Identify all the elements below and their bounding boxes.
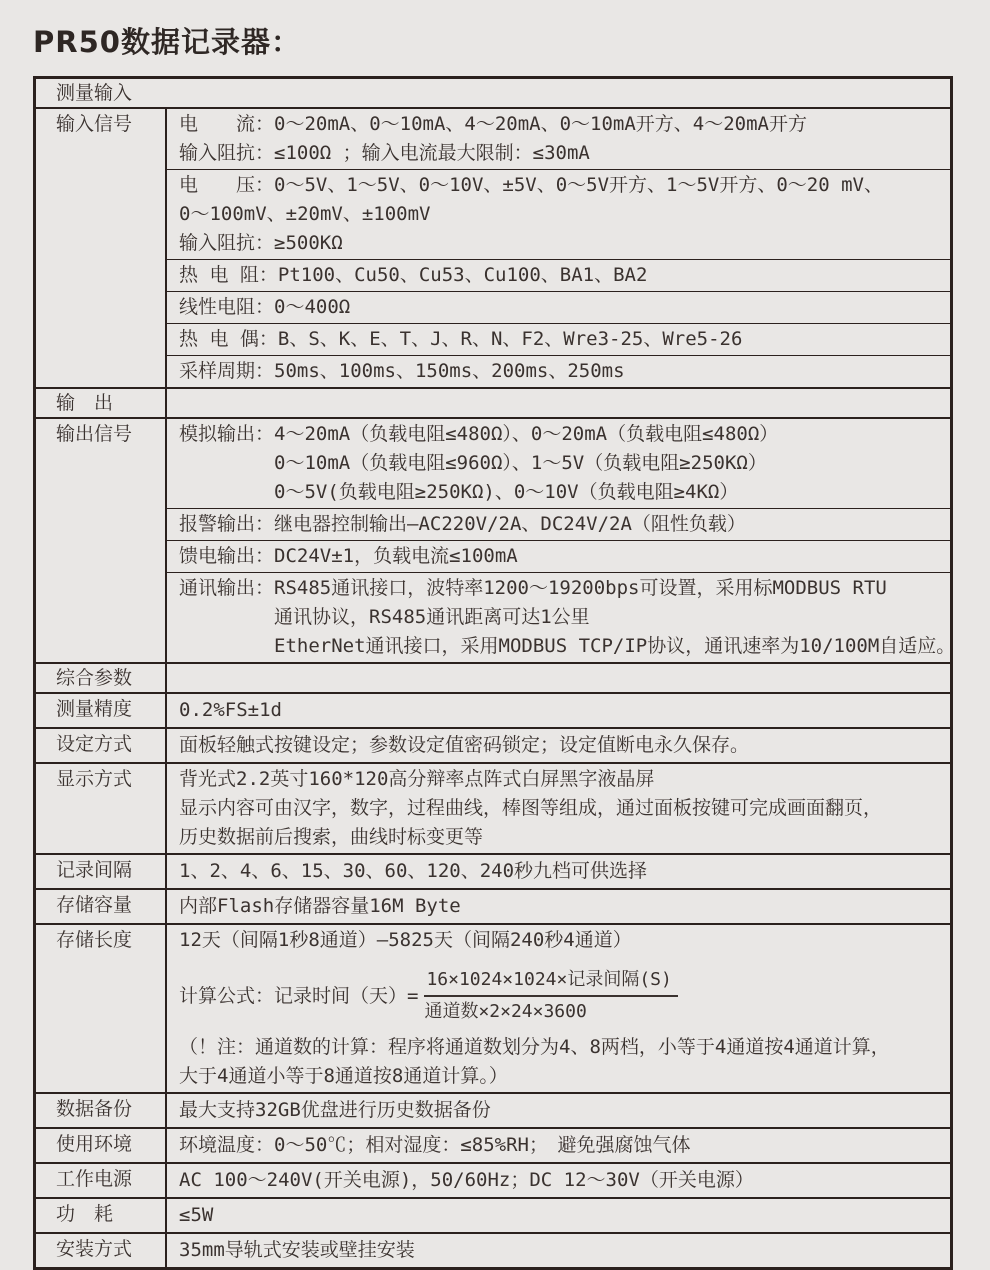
display-content — [167, 764, 950, 853]
spec-alarm-output — [167, 509, 950, 541]
installation-content — [167, 1234, 950, 1267]
input-signal-content — [167, 109, 950, 387]
power-supply-content — [167, 1164, 950, 1197]
spec-line: 0.2%FS±1d — [179, 699, 282, 721]
environment-content — [167, 1129, 950, 1162]
storage-capacity-content — [167, 890, 950, 923]
spec-line: 0～100mV、±20mV、±100mV — [179, 203, 431, 225]
row-output-signal — [36, 419, 956, 664]
row-label-display: 显示方式 — [36, 764, 167, 853]
spec-note-line: （！注：通道数的计算：程序将通道数划分为4、8两档，小等于4通道按4通道计算， — [179, 1036, 890, 1058]
storage-length-content — [167, 925, 950, 1092]
row-installation — [36, 1234, 950, 1267]
spec-line: 背光式2.2英寸160*120高分辩率点阵式白屏黑字液晶屏 — [179, 768, 655, 790]
spec-line: 模拟输出：4～20mA（负载电阻≤480Ω）、0～20mA（负载电阻≤480Ω） — [179, 423, 779, 445]
row-data-backup — [36, 1094, 950, 1129]
formula-numerator: 16×1024×1024×记录间隔(S) — [424, 968, 677, 997]
row-power-supply — [36, 1164, 950, 1199]
row-label-input-signal: 输入信号 — [36, 109, 167, 387]
spec-line: 12天（间隔1秒8通道）—5825天（间隔240秒4通道） — [179, 929, 632, 951]
row-label-power-consumption: 功 耗 — [36, 1199, 167, 1232]
spec-line: 0～10mA（负载电阻≤960Ω）、1～5V（负载电阻≥250KΩ） — [274, 452, 767, 474]
empty-cell — [167, 664, 950, 692]
spec-line: 采样周期：50ms、100ms、150ms、200ms、250ms — [179, 360, 625, 382]
spec-line: 35mm导轨式安装或壁挂安装 — [179, 1239, 415, 1261]
spec-line: 报警输出：继电器控制输出—AC220V/2A、DC24V/2A（阻性负载） — [179, 513, 746, 535]
spec-line: 通讯输出：RS485通讯接口，波特率1200～19200bps可设置，采用标MODBUS RTU — [179, 577, 887, 599]
row-label-storage-capacity: 存储容量 — [36, 890, 167, 923]
row-label-data-backup: 数据备份 — [36, 1094, 167, 1127]
spec-line: 1、2、4、6、15、30、60、120、240秒九档可供选择 — [179, 860, 648, 882]
spec-table — [33, 76, 956, 1270]
row-record-interval — [36, 855, 950, 890]
spec-analog-output — [167, 419, 950, 509]
spec-line: 内部Flash存储器容量16M Byte — [179, 895, 461, 917]
row-label-accuracy: 测量精度 — [36, 694, 167, 727]
row-environment — [36, 1129, 950, 1164]
empty-cell — [167, 389, 950, 417]
spec-line: 环境温度：0～50℃；相对湿度：≤85%RH； 避免强腐蚀气体 — [179, 1134, 691, 1156]
accuracy-content — [167, 694, 950, 727]
page-title: PR50数据记录器： — [33, 25, 301, 59]
row-accuracy — [36, 694, 950, 729]
spec-line: EtherNet通讯接口，采用MODBUS TCP/IP协议，通讯速率为10/100M自适应。 — [274, 635, 956, 657]
row-general-section — [36, 664, 950, 694]
spec-voltage — [167, 170, 950, 260]
row-label-installation: 安装方式 — [36, 1234, 167, 1267]
spec-line: 0～5V(负载电阻≥250KΩ)、0～10V（负载电阻≥4KΩ） — [274, 481, 739, 503]
formula-prefix: 计算公式：记录时间（天）= — [179, 984, 419, 1007]
row-label-record-interval: 记录间隔 — [36, 855, 167, 888]
spec-line: 热 电 阻：Pt100、Cu50、Cu53、Cu100、BA1、BA2 — [179, 264, 648, 286]
row-label-setting: 设定方式 — [36, 729, 167, 762]
section-label-output: 输 出 — [36, 389, 167, 417]
record-interval-content — [167, 855, 950, 888]
row-display — [36, 764, 950, 855]
spec-line: ≤5W — [179, 1204, 214, 1226]
spec-note-line: 大于4通道小等于8通道按8通道计算。） — [179, 1065, 508, 1087]
spec-line: 馈电输出：DC24V±1，负载电流≤100mA — [179, 545, 518, 567]
spec-line: 通讯协议，RS485通讯距离可达1公里 — [274, 606, 590, 628]
spec-line: 电 流：0～20mA、0～10mA、4～20mA、0～10mA开方、4～20mA开方 — [179, 113, 807, 135]
spec-feed-output — [167, 541, 950, 573]
row-label-output-signal: 输出信号 — [36, 419, 167, 662]
formula-fraction — [424, 968, 677, 1024]
power-consumption-content — [167, 1199, 950, 1232]
spec-line: 显示内容可由汉字，数字，过程曲线，棒图等组成，通过面板按键可完成画面翻页， — [179, 797, 883, 819]
row-storage-length — [36, 925, 950, 1094]
spec-thermocouple — [167, 324, 950, 356]
setting-content — [167, 729, 950, 762]
row-label-environment: 使用环境 — [36, 1129, 167, 1162]
row-input-signal — [36, 109, 950, 389]
formula-denominator: 通道数×2×24×3600 — [424, 1001, 587, 1022]
section-label-measurement-input: 测量输入 — [56, 82, 133, 104]
data-backup-content — [167, 1094, 950, 1127]
spec-comm-output — [167, 573, 956, 662]
spec-line: AC 100～240V(开关电源)，50/60Hz；DC 12～30V（开关电源） — [179, 1169, 754, 1191]
section-label-general: 综合参数 — [36, 664, 167, 692]
spec-current — [167, 109, 950, 170]
row-measurement-input — [36, 79, 950, 109]
spec-sampling-period — [167, 356, 950, 387]
output-signal-content — [167, 419, 956, 662]
spec-line: 输入阻抗：≤100Ω ；输入电流最大限制：≤30mA — [179, 142, 590, 164]
spec-line: 线性电阻：0～400Ω — [179, 296, 351, 318]
spec-line: 面板轻触式按键设定；参数设定值密码锁定；设定值断电永久保存。 — [179, 734, 750, 756]
spec-linear-resistance — [167, 292, 950, 324]
row-setting — [36, 729, 950, 764]
spec-line: 最大支持32GB优盘进行历史数据备份 — [179, 1099, 491, 1121]
row-label-power-supply: 工作电源 — [36, 1164, 167, 1197]
spec-line: 热 电 偶：B、S、K、E、T、J、R、N、F2、Wre3-25、Wre5-26 — [179, 328, 743, 350]
row-power-consumption — [36, 1199, 950, 1234]
row-label-storage-length: 存储长度 — [36, 925, 167, 1092]
row-output-section — [36, 389, 950, 419]
row-storage-capacity — [36, 890, 950, 925]
spec-rtd — [167, 260, 950, 292]
spec-line: 输入阻抗：≥500KΩ — [179, 232, 343, 254]
spec-line: 电 压：0～5V、1～5V、0～10V、±5V、0～5V开方、1～5V开方、0～20 mV、 — [179, 174, 883, 196]
record-time-formula — [179, 968, 950, 1024]
spec-line: 历史数据前后搜索，曲线时标变更等 — [179, 826, 484, 848]
